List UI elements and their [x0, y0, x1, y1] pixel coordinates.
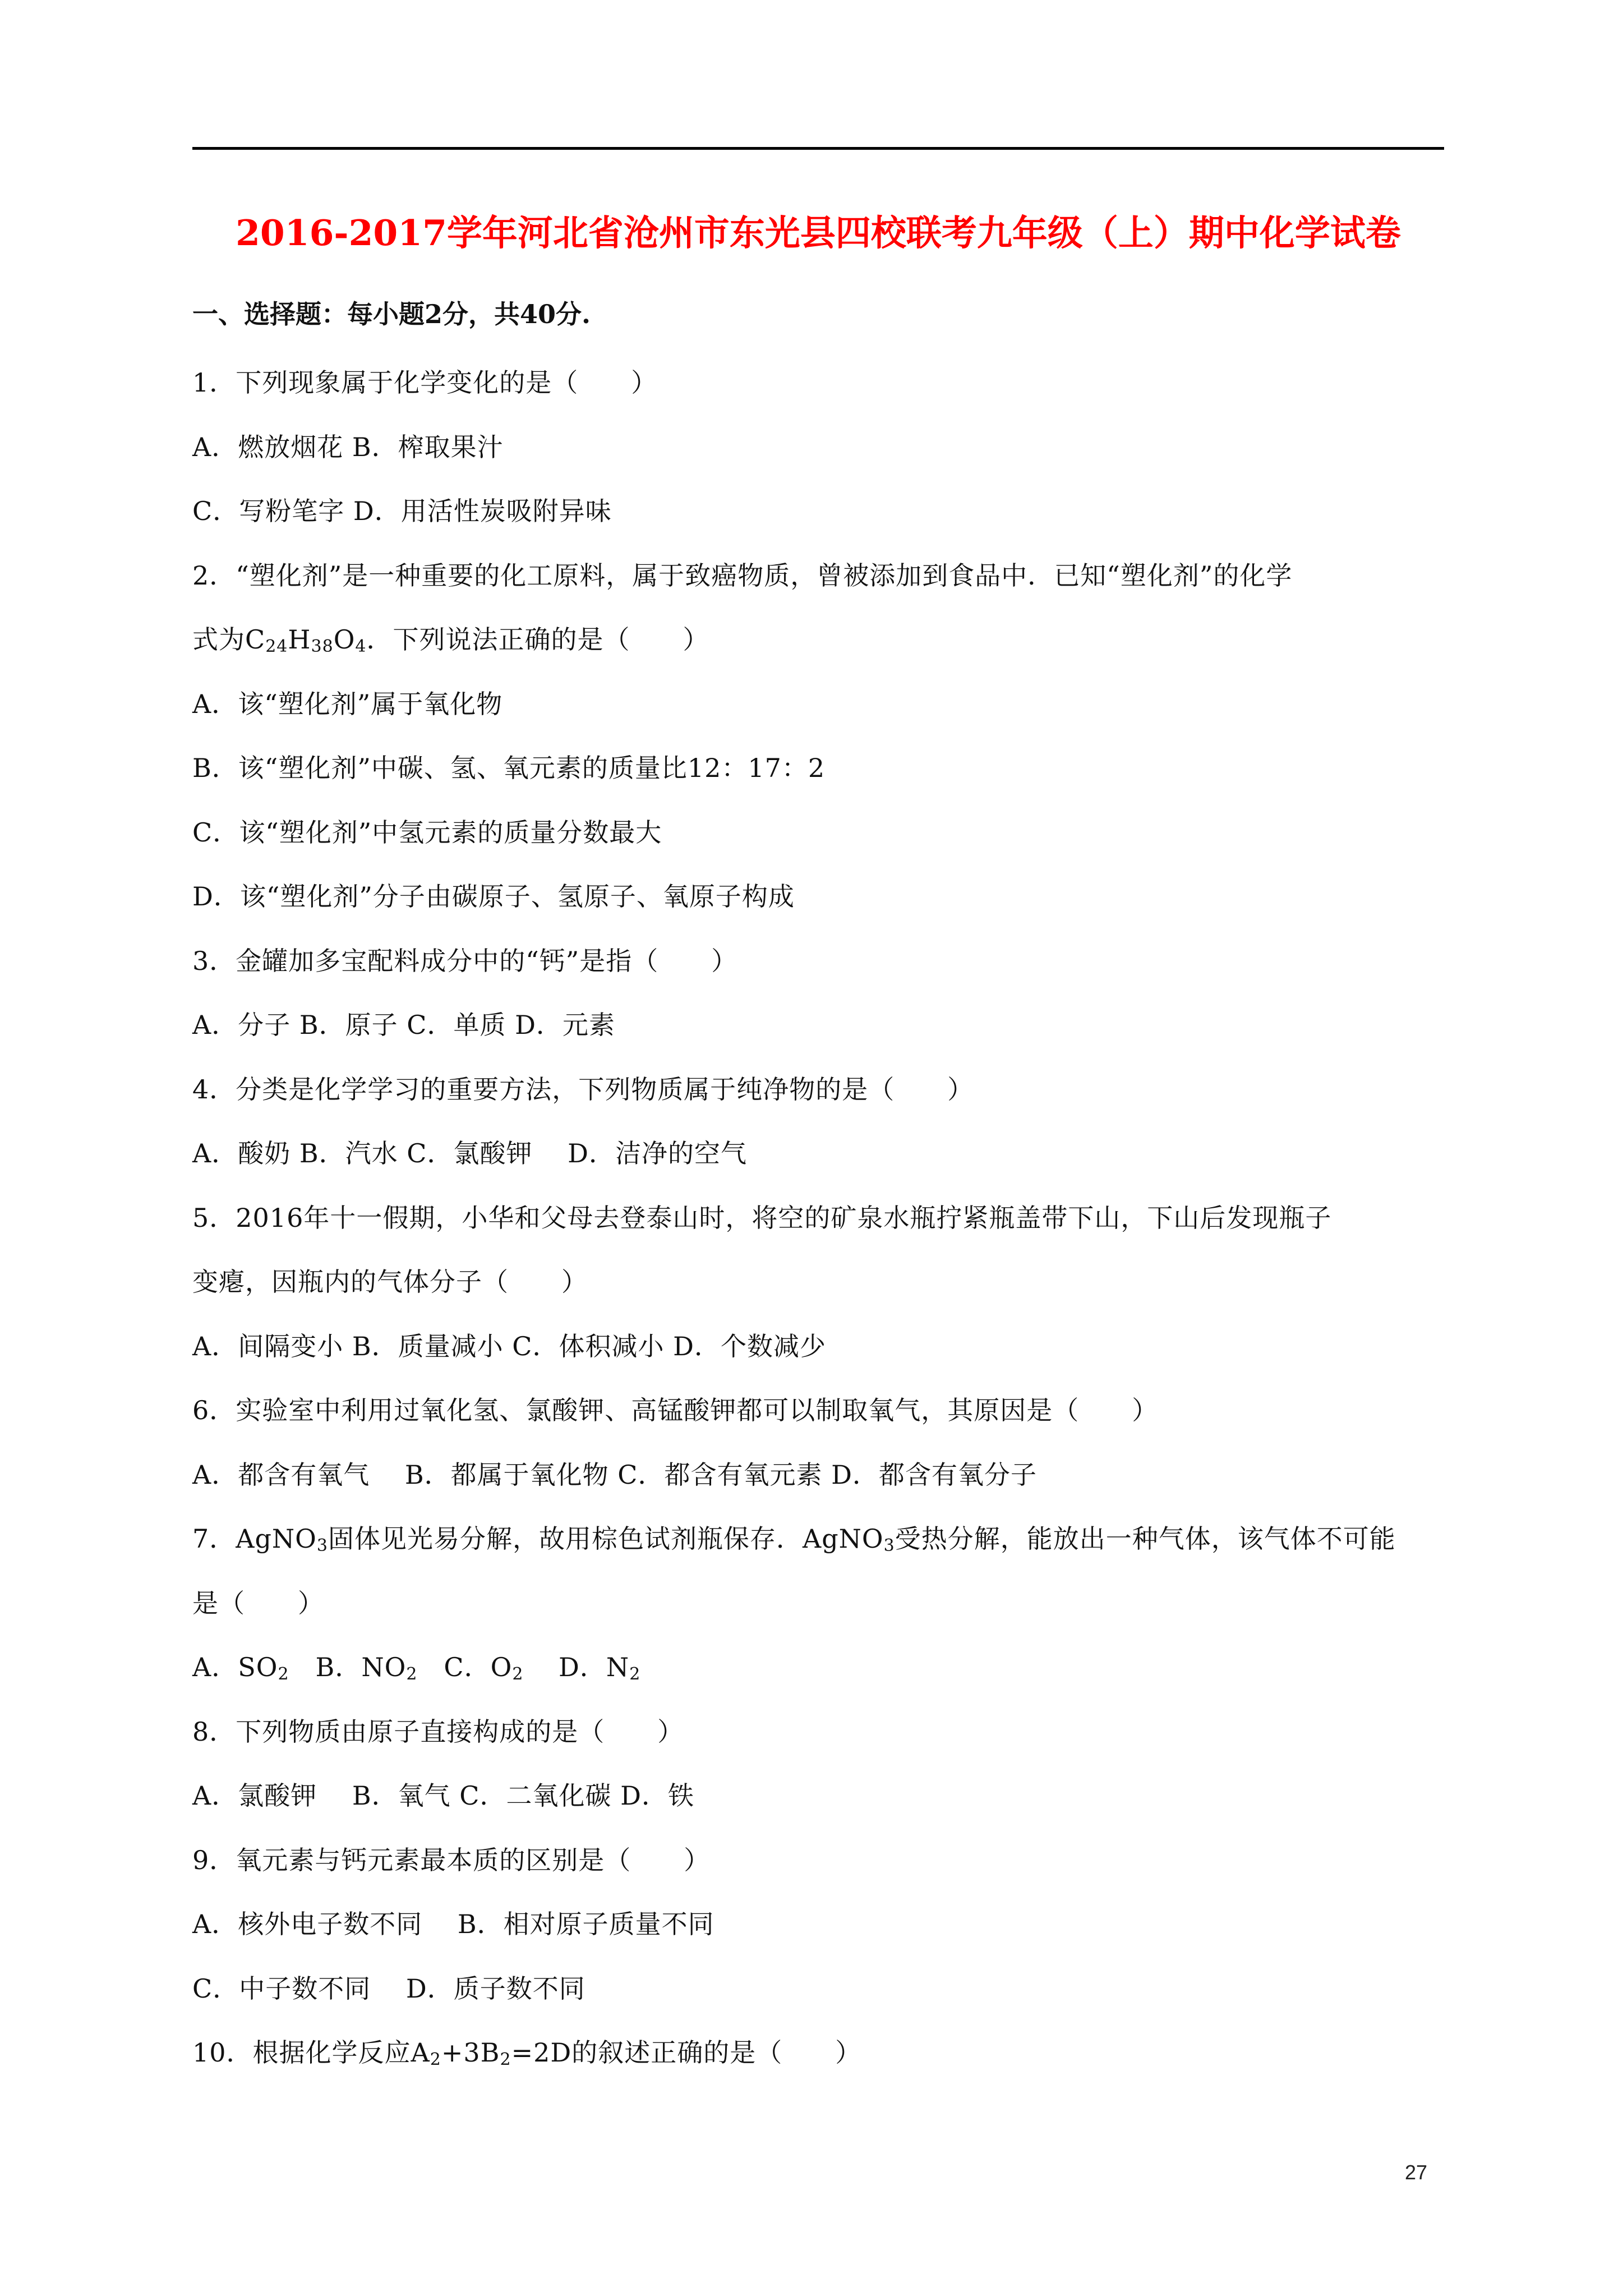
question-line: C．该“塑化剂”中氢元素的质量分数最大 [192, 817, 662, 848]
question-line: 1．下列现象属于化学变化的是（ ） [192, 367, 658, 398]
section-heading: 一、选择题：每小题2分，共40分. [192, 299, 591, 329]
question-line: 是（ ） [192, 1588, 324, 1618]
question-line: A．燃放烟花 B．榨取果汁 [192, 431, 504, 462]
question-line: A．$SO_2$ B．$NO_2$ C．$O_2$ D．$N_2$ [192, 1652, 641, 1684]
question-line: B．该“塑化剂”中碳、氢、氧元素的质量比12：17：2 [192, 753, 826, 783]
question-line: 9．氧元素与钙元素最本质的区别是（ ） [192, 1844, 711, 1875]
question-line: A．该“塑化剂”属于氧化物 [192, 688, 503, 719]
question-line: A．分子 B．原子 C．单质 D．元素 [192, 1010, 615, 1040]
question-line: C．写粉笔字 D．用活性炭吸附异味 [192, 496, 612, 526]
question-line: D．该“塑化剂”分子由碳原子、氢原子、氧原子构成 [192, 881, 795, 912]
question-line: A．核外电子数不同 B．相对原子质量不同 [192, 1909, 714, 1939]
question-line: C．中子数不同 D．质子数不同 [192, 1973, 585, 2004]
question-line: A．都含有氧气 B．都属于氧化物 C．都含有氧元素 D．都含有氧分子 [192, 1459, 1037, 1490]
question-line: 2．“塑化剂”是一种重要的化工原料，属于致癌物质，曾被添加到食品中．已知“塑化剂”的化学 [192, 560, 1293, 591]
question-line: A．氯酸钾 B．氧气 C．二氧化碳 D．铁 [192, 1780, 694, 1811]
question-line: A．间隔变小 B．质量减小 C．体积减小 D．个数减少 [192, 1331, 826, 1361]
question-line: 式为$C_{24}H_{38}O_4$．下列说法正确的是（ ） [192, 624, 709, 656]
question-line: 3．金罐加多宝配料成分中的“钙”是指（ ） [192, 945, 738, 976]
exam-title: 2016-2017学年河北省沧州市东光县四校联考九年级（上）期中化学试卷 [236, 212, 1401, 254]
question-line: 10．根据化学反应$A_2+3B_2=2D$的叙述正确的是（ ） [192, 2037, 862, 2069]
question-line: A．酸奶 B．汽水 C．氯酸钾 D．洁净的空气 [192, 1138, 747, 1168]
question-line: 7．AgNO$_3$固体见光易分解，故用棕色试剂瓶保存．AgNO$_3$受热分解，能放出一种气体，该气体不可能 [192, 1524, 1396, 1556]
question-line: 6．实验室中利用过氧化氢、氯酸钾、高锰酸钾都可以制取氧气，其原因是（ ） [192, 1395, 1159, 1425]
question-line: 5．2016年十一假期，小华和父母去登泰山时，将空的矿泉水瓶拧紧瓶盖带下山，下山后发现瓶子 [192, 1202, 1332, 1233]
page-number: 27 [1405, 2161, 1428, 2184]
question-line: 变瘪，因瓶内的气体分子（ ） [192, 1267, 588, 1297]
question-line: 8．下列物质由原子直接构成的是（ ） [192, 1716, 684, 1747]
question-list [192, 351, 1444, 2085]
header-rule [192, 147, 1444, 150]
question-line: 4．分类是化学学习的重要方法，下列物质属于纯净物的是（ ） [192, 1074, 974, 1105]
